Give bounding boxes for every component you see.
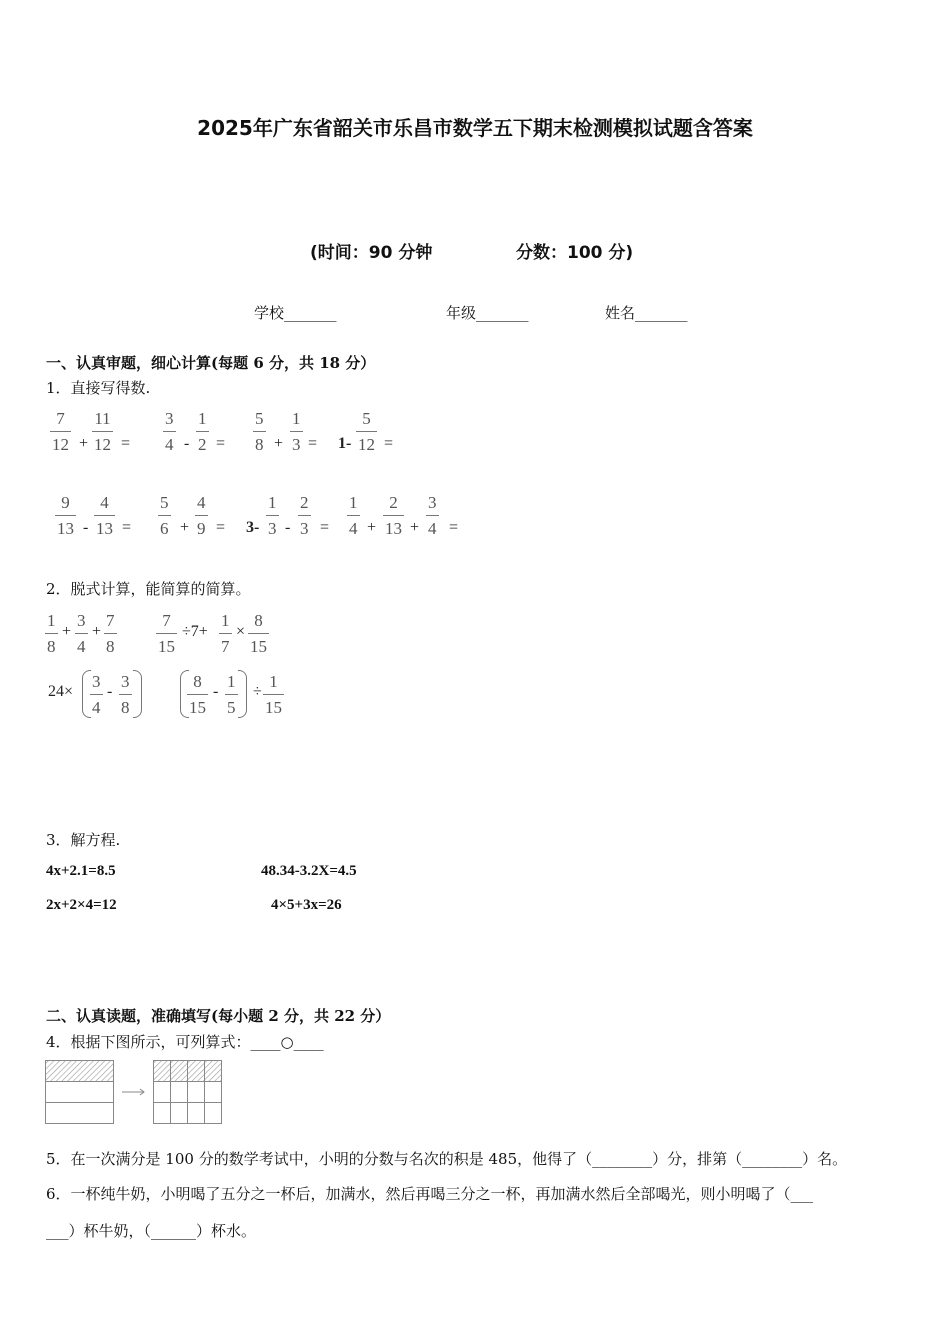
fraction: $\frac{11}{12}$ bbox=[94, 409, 111, 454]
equation: 2x+2×4=12 bbox=[46, 897, 117, 913]
arrow-icon bbox=[122, 1089, 144, 1095]
fraction: $\frac{8}{15}$ bbox=[250, 611, 267, 656]
equation: 4×5+3x=26 bbox=[271, 897, 342, 913]
fraction: $\frac{1}{2}$ bbox=[198, 409, 207, 454]
fraction: $\frac{1}{3}$ bbox=[268, 493, 277, 538]
operator: - bbox=[184, 435, 190, 452]
operator: - bbox=[285, 519, 291, 536]
equals-sign: = bbox=[384, 435, 394, 452]
lead-term: 24× bbox=[48, 683, 74, 700]
equals-sign: = bbox=[320, 519, 330, 536]
equals-sign: = bbox=[216, 435, 226, 452]
operator: - bbox=[83, 519, 89, 536]
lead-term: 3- bbox=[246, 519, 260, 536]
fraction: $\frac{9}{13}$ bbox=[57, 493, 74, 538]
fraction: $\frac{7}{15}$ bbox=[158, 611, 175, 656]
fraction: $\frac{2}{13}$ bbox=[385, 493, 402, 538]
lead-term: 1- bbox=[338, 435, 352, 452]
fraction: $\frac{4}{9}$ bbox=[197, 493, 206, 538]
fraction: $\frac{1}{8}$ bbox=[47, 611, 56, 656]
equation: 48.34-3.2X=4.5 bbox=[261, 863, 357, 879]
operator: + bbox=[92, 623, 102, 640]
section-1-heading: 一、认真审题，细心计算(每题 6 分，共 18 分） bbox=[46, 354, 376, 372]
equation: 4x+2.1=8.5 bbox=[46, 863, 116, 879]
question-4: 4．根据下图所示，可列算式：____○____ bbox=[46, 1033, 324, 1051]
right-parenthesis bbox=[238, 670, 247, 718]
question-6-line-1: 6．一杯纯牛奶，小明喝了五分之一杯后，加满水，然后再喝三分之一杯，再加满水然后全部喝光，则小明喝了（___ bbox=[46, 1185, 814, 1203]
operator: ÷ bbox=[253, 683, 262, 700]
operator: + bbox=[274, 435, 284, 452]
fraction-diagram bbox=[44, 1059, 224, 1127]
fraction: $\frac{3}{4}$ bbox=[428, 493, 437, 538]
fraction: $\frac{5}{8}$ bbox=[255, 409, 264, 454]
operator: + bbox=[62, 623, 72, 640]
question-6-line-2: ___）杯牛奶，（______）杯水。 bbox=[46, 1222, 257, 1240]
operator: + bbox=[180, 519, 190, 536]
operator: - bbox=[107, 683, 113, 700]
operator: + bbox=[410, 519, 420, 536]
fraction: $\frac{1}{7}$ bbox=[221, 611, 230, 656]
operator: - bbox=[213, 683, 219, 700]
operator: + bbox=[367, 519, 377, 536]
equals-sign: = bbox=[121, 435, 131, 452]
fraction: $\frac{1}{15}$ bbox=[265, 672, 282, 717]
fraction: $\frac{8}{15}$ bbox=[189, 672, 206, 717]
equals-sign: = bbox=[449, 519, 459, 536]
exam-score: 分数：100 分) bbox=[516, 243, 634, 263]
page-title: 2025年广东省韶关市乐昌市数学五下期末检测模拟试题含答案 bbox=[197, 116, 753, 140]
fraction: $\frac{4}{13}$ bbox=[96, 493, 113, 538]
question-3-label: 3．解方程. bbox=[46, 831, 121, 849]
grade-field: 年级_______ bbox=[446, 304, 529, 322]
operator: ÷7+ bbox=[182, 623, 208, 640]
right-parenthesis bbox=[133, 670, 142, 718]
question-2-label: 2．脱式计算，能简算的简算。 bbox=[46, 580, 251, 598]
operator: × bbox=[236, 623, 246, 640]
rectangle-after bbox=[154, 1061, 222, 1124]
equals-sign: = bbox=[122, 519, 132, 536]
rectangle-before bbox=[46, 1061, 114, 1124]
question-1-label: 1．直接写得数. bbox=[46, 379, 151, 397]
question-5: 5．在一次满分是 100 分的数学考试中，小明的分数与名次的积是 485，他得了（________）分，排第（________）名。 bbox=[46, 1150, 848, 1168]
fraction: $\frac{5}{12}$ bbox=[358, 409, 375, 454]
fraction: $\frac{3}{4}$ bbox=[77, 611, 86, 656]
equals-sign: = bbox=[216, 519, 226, 536]
equals-sign: = bbox=[308, 435, 318, 452]
operator: + bbox=[79, 435, 89, 452]
name-field: 姓名_______ bbox=[605, 304, 688, 322]
fraction: $\frac{1}{5}$ bbox=[227, 672, 236, 717]
section-2-heading: 二、认真读题，准确填写(每小题 2 分，共 22 分） bbox=[46, 1007, 391, 1025]
fraction: $\frac{1}{4}$ bbox=[349, 493, 358, 538]
fraction: $\frac{1}{3}$ bbox=[292, 409, 301, 454]
exam-time: (时间：90 分钟 bbox=[310, 243, 433, 263]
school-field: 学校_______ bbox=[254, 304, 337, 322]
fraction: $\frac{3}{4}$ bbox=[92, 672, 101, 717]
fraction: $\frac{7}{8}$ bbox=[106, 611, 115, 656]
fraction: $\frac{5}{6}$ bbox=[160, 493, 169, 538]
fraction: $\frac{7}{12}$ bbox=[52, 409, 69, 454]
fraction: $\frac{3}{4}$ bbox=[165, 409, 174, 454]
fraction: $\frac{3}{8}$ bbox=[121, 672, 130, 717]
fraction: $\frac{2}{3}$ bbox=[300, 493, 309, 538]
